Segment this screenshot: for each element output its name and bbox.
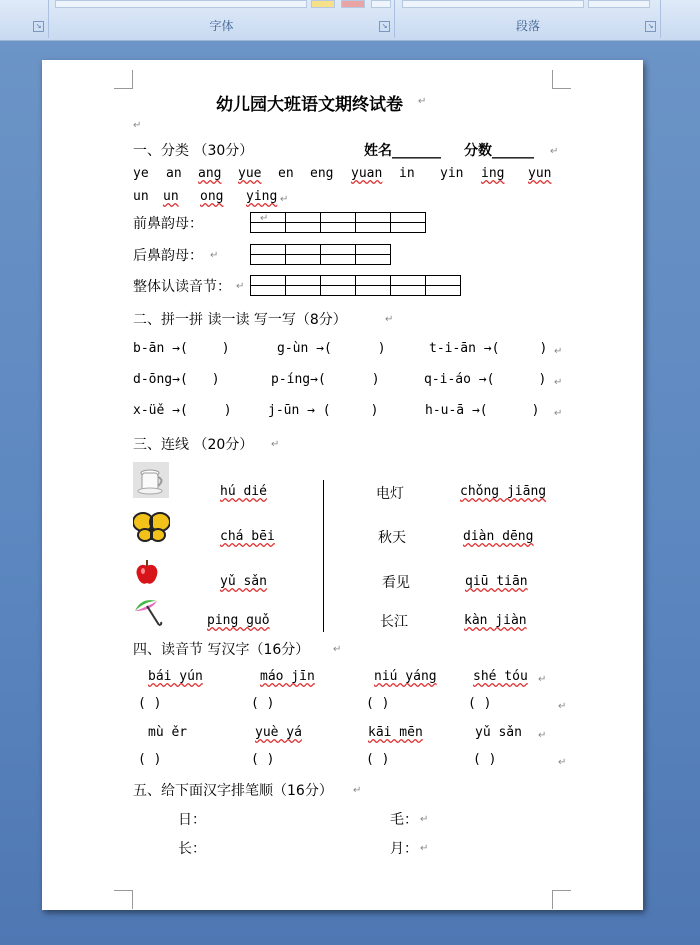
crop-mark-top-left bbox=[114, 70, 133, 89]
font-color-button[interactable] bbox=[341, 0, 365, 8]
syllable: un bbox=[133, 189, 149, 204]
paragraph-mark-icon: ↵ bbox=[418, 96, 427, 107]
paragraph-mark-icon: ↵ bbox=[420, 814, 429, 825]
syllable: yun bbox=[528, 166, 552, 181]
syllable: un bbox=[163, 189, 179, 204]
syllable-pair: bái yún bbox=[148, 669, 203, 684]
crop-mark-bottom-right bbox=[552, 890, 571, 909]
spelling-item: d-ōng→( ) bbox=[133, 372, 220, 387]
answer-blank[interactable]: ( ) bbox=[468, 696, 492, 711]
paragraph-dialog-launcher-icon[interactable]: ↘ bbox=[645, 21, 656, 32]
ribbon-group-paragraph bbox=[396, 0, 661, 38]
paragraph-mark-icon: ↵ bbox=[558, 757, 567, 768]
section-1-title: 一、分类 （30分） bbox=[133, 143, 254, 159]
section-3-title: 三、连线 （20分） bbox=[133, 437, 254, 453]
paragraph-mark-icon: ↵ bbox=[260, 213, 269, 224]
syllable: ong bbox=[200, 189, 224, 204]
left-pinyin: ping guǒ bbox=[207, 613, 270, 628]
crop-mark-top-right bbox=[552, 70, 571, 89]
right-pinyin: chǒng jiāng bbox=[460, 484, 547, 499]
answer-blank[interactable]: ( ) bbox=[138, 696, 162, 711]
right-pinyin: kàn jiàn bbox=[464, 613, 527, 628]
umbrella-icon bbox=[133, 597, 165, 627]
spelling-item: x-üě →( ) bbox=[133, 403, 232, 418]
stroke-order-item: 日： bbox=[178, 812, 206, 828]
font-toolbar-row[interactable] bbox=[55, 0, 307, 8]
syllable-pair: mù ěr bbox=[148, 725, 188, 740]
match-word: 秋天 bbox=[378, 530, 406, 546]
font-extra-button[interactable] bbox=[371, 0, 391, 8]
stroke-order-item: 长： bbox=[178, 841, 206, 857]
font-dialog-launcher-icon[interactable]: ↘ bbox=[379, 21, 390, 32]
left-pinyin: hú dié bbox=[220, 484, 267, 499]
document-title: 幼儿园大班语文期终试卷 bbox=[216, 95, 403, 115]
spelling-item: p-íng→( ) bbox=[271, 372, 380, 387]
syllable-pair: máo jīn bbox=[260, 669, 315, 684]
right-pinyin: qiū tiān bbox=[465, 574, 528, 589]
answer-blank[interactable]: ( ) bbox=[138, 752, 162, 767]
match-word: 长江 bbox=[380, 614, 408, 630]
answer-blank[interactable]: ( ) bbox=[366, 696, 390, 711]
front-nasal-answer-grid[interactable] bbox=[250, 212, 426, 233]
left-pinyin: yǔ sǎn bbox=[220, 574, 267, 589]
match-word: 看见 bbox=[382, 575, 410, 591]
ribbon bbox=[0, 0, 700, 41]
syllable: yuan bbox=[351, 166, 383, 181]
score-field-label: 分数______ bbox=[464, 143, 534, 159]
paragraph-mark-icon: ↵ bbox=[385, 314, 394, 325]
paragraph-mark-icon: ↵ bbox=[558, 701, 567, 712]
syllable: ing bbox=[481, 166, 505, 181]
answer-blank[interactable]: ( ) bbox=[366, 752, 390, 767]
syllable-pair: shé tóu bbox=[473, 669, 528, 684]
ribbon-group-clipboard bbox=[0, 0, 49, 38]
paragraph-mark-icon: ↵ bbox=[236, 281, 245, 292]
paragraph-group-label: 段落 bbox=[515, 19, 540, 33]
paragraph-mark-icon: ↵ bbox=[554, 346, 563, 357]
matching-divider bbox=[323, 480, 324, 632]
ribbon-group-styles bbox=[662, 0, 700, 38]
syllable-pair: niú yáng bbox=[374, 669, 437, 684]
apple-icon bbox=[135, 560, 159, 586]
back-nasal-label: 后鼻韵母： bbox=[133, 248, 203, 264]
document-page[interactable] bbox=[42, 60, 643, 910]
left-pinyin: chá bēi bbox=[220, 529, 275, 544]
syllable: yue bbox=[238, 166, 262, 181]
spelling-item: j-ūn → ( ) bbox=[268, 403, 379, 418]
answer-blank[interactable]: ( ) bbox=[473, 752, 497, 767]
back-nasal-answer-grid[interactable] bbox=[250, 244, 391, 265]
answer-blank[interactable]: ( ) bbox=[251, 752, 275, 767]
section-4-title: 四、读音节 写汉字（16分） bbox=[133, 642, 310, 658]
stroke-order-item: 月： bbox=[390, 841, 418, 857]
paragraph-mark-icon: ↵ bbox=[538, 674, 547, 685]
paragraph-mark-icon: ↵ bbox=[280, 194, 289, 205]
butterfly-icon bbox=[133, 511, 170, 543]
spelling-item: b-ān →( ) bbox=[133, 341, 230, 356]
syllable-pair: yuè yá bbox=[255, 725, 302, 740]
paragraph-mark-icon: ↵ bbox=[271, 439, 280, 450]
syllable: yin bbox=[440, 166, 464, 181]
paragraph-mark-icon: ↵ bbox=[538, 730, 547, 741]
teacup-icon bbox=[133, 462, 169, 498]
answer-blank[interactable]: ( ) bbox=[251, 696, 275, 711]
whole-syllable-answer-grid[interactable] bbox=[250, 275, 461, 296]
spelling-item: q-i-áo →( ) bbox=[424, 372, 547, 387]
paragraph-mark-icon: ↵ bbox=[554, 377, 563, 388]
crop-mark-bottom-left bbox=[114, 890, 133, 909]
syllable-pair: yǔ sǎn bbox=[475, 725, 522, 740]
syllable: ying bbox=[246, 189, 278, 204]
syllable-pair: kāi mēn bbox=[368, 725, 423, 740]
paragraph-toolbar-row[interactable] bbox=[402, 0, 584, 8]
paragraph-mark-icon: ↵ bbox=[333, 644, 342, 655]
paragraph-mark-icon: ↵ bbox=[353, 785, 362, 796]
right-pinyin: diàn dēng bbox=[463, 529, 534, 544]
section-2-title: 二、拼一拼 读一读 写一写（8分） bbox=[133, 312, 347, 328]
spelling-item: g-ùn →( ) bbox=[277, 341, 386, 356]
font-group-label: 字体 bbox=[209, 19, 234, 33]
syllable: an bbox=[166, 166, 182, 181]
paragraph-mark-icon: ↵ bbox=[550, 146, 559, 157]
paragraph-extra-row[interactable] bbox=[588, 0, 650, 8]
whole-syllable-label: 整体认读音节： bbox=[133, 279, 231, 295]
highlight-color-button[interactable] bbox=[311, 0, 335, 8]
spelling-item: t-i-ān →( ) bbox=[429, 341, 548, 356]
syllable: in bbox=[399, 166, 415, 181]
front-nasal-label: 前鼻韵母： bbox=[133, 216, 203, 232]
section-5-title: 五、给下面汉字排笔顺（16分） bbox=[133, 783, 333, 799]
syllable: ang bbox=[198, 166, 222, 181]
ribbon-group-font bbox=[49, 0, 395, 38]
paragraph-mark-icon: ↵ bbox=[210, 250, 219, 261]
stroke-order-item: 毛： bbox=[390, 812, 418, 828]
spelling-item: h-u-ā →( ) bbox=[425, 403, 540, 418]
syllable: eng bbox=[310, 166, 334, 181]
paragraph-mark-icon: ↵ bbox=[554, 408, 563, 419]
name-field-label: 姓名_______ bbox=[364, 143, 441, 159]
paragraph-mark-icon: ↵ bbox=[133, 120, 142, 131]
paragraph-mark-icon: ↵ bbox=[420, 843, 429, 854]
match-word: 电灯 bbox=[376, 486, 404, 502]
syllable: en bbox=[278, 166, 294, 181]
syllable: ye bbox=[133, 166, 149, 181]
dialog-launcher-icon[interactable]: ↘ bbox=[33, 21, 44, 32]
